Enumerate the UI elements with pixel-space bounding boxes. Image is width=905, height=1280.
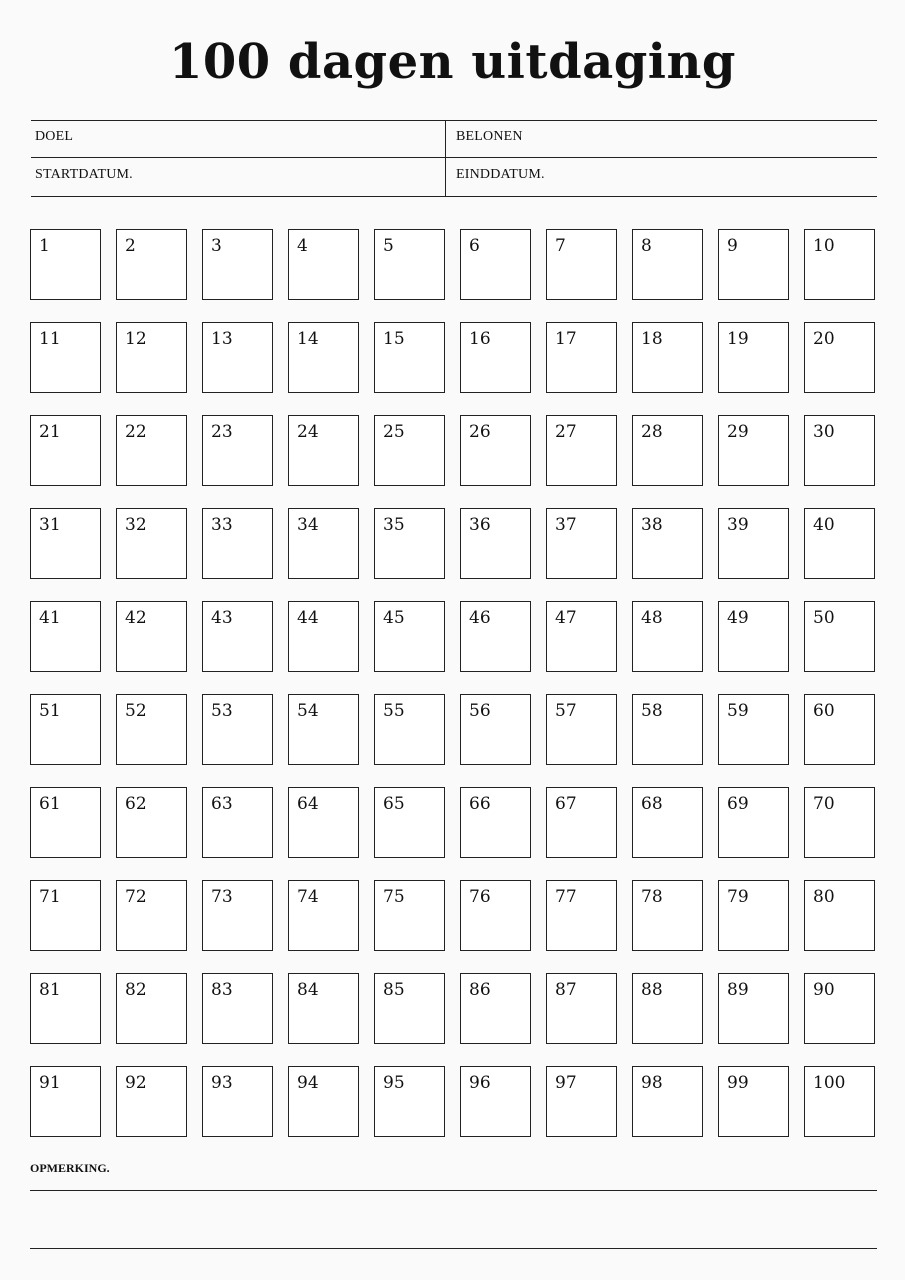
day-box[interactable] bbox=[460, 1066, 531, 1137]
day-box[interactable] bbox=[30, 601, 101, 672]
day-number: 43 bbox=[211, 608, 233, 628]
day-box[interactable] bbox=[116, 973, 187, 1044]
day-box[interactable] bbox=[374, 508, 445, 579]
day-box[interactable] bbox=[374, 601, 445, 672]
day-number: 3 bbox=[211, 236, 222, 256]
day-number: 53 bbox=[211, 701, 233, 721]
day-box[interactable] bbox=[30, 415, 101, 486]
note-line bbox=[30, 1190, 877, 1191]
day-number: 41 bbox=[39, 608, 61, 628]
day-number: 57 bbox=[555, 701, 577, 721]
day-number: 23 bbox=[211, 422, 233, 442]
day-box[interactable] bbox=[546, 973, 617, 1044]
day-box[interactable] bbox=[116, 229, 187, 300]
day-number: 78 bbox=[641, 887, 663, 907]
day-number: 13 bbox=[211, 329, 233, 349]
day-number: 94 bbox=[297, 1073, 319, 1093]
day-number: 31 bbox=[39, 515, 61, 535]
info-divider-horizontal bbox=[31, 157, 877, 158]
day-box[interactable] bbox=[30, 787, 101, 858]
day-number: 16 bbox=[469, 329, 491, 349]
day-box[interactable] bbox=[374, 973, 445, 1044]
day-box[interactable] bbox=[116, 415, 187, 486]
day-number: 27 bbox=[555, 422, 577, 442]
day-box[interactable] bbox=[546, 880, 617, 951]
day-number: 25 bbox=[383, 422, 405, 442]
day-number: 22 bbox=[125, 422, 147, 442]
day-number: 44 bbox=[297, 608, 319, 628]
day-number: 7 bbox=[555, 236, 566, 256]
day-box[interactable] bbox=[632, 601, 703, 672]
day-box[interactable] bbox=[202, 508, 273, 579]
day-box[interactable] bbox=[374, 1066, 445, 1137]
day-box[interactable] bbox=[718, 508, 789, 579]
day-number: 80 bbox=[813, 887, 835, 907]
day-box[interactable] bbox=[288, 415, 359, 486]
day-number: 74 bbox=[297, 887, 319, 907]
day-number: 24 bbox=[297, 422, 319, 442]
day-box[interactable] bbox=[460, 508, 531, 579]
day-number: 64 bbox=[297, 794, 319, 814]
day-number: 46 bbox=[469, 608, 491, 628]
day-box[interactable] bbox=[804, 229, 875, 300]
day-box[interactable] bbox=[632, 973, 703, 1044]
day-number: 49 bbox=[727, 608, 749, 628]
day-box[interactable] bbox=[718, 787, 789, 858]
day-number: 37 bbox=[555, 515, 577, 535]
day-number: 88 bbox=[641, 980, 663, 1000]
day-box[interactable] bbox=[718, 415, 789, 486]
day-number: 77 bbox=[555, 887, 577, 907]
day-box[interactable] bbox=[804, 322, 875, 393]
day-box[interactable] bbox=[718, 229, 789, 300]
day-number: 17 bbox=[555, 329, 577, 349]
start-date-field-label: STARTDATUM. bbox=[35, 167, 133, 182]
day-number: 9 bbox=[727, 236, 738, 256]
day-box[interactable] bbox=[116, 1066, 187, 1137]
day-number: 69 bbox=[727, 794, 749, 814]
day-number: 76 bbox=[469, 887, 491, 907]
day-number: 97 bbox=[555, 1073, 577, 1093]
day-box[interactable] bbox=[460, 601, 531, 672]
day-number: 42 bbox=[125, 608, 147, 628]
day-number: 65 bbox=[383, 794, 405, 814]
day-number: 11 bbox=[39, 329, 61, 349]
day-number: 1 bbox=[39, 236, 50, 256]
day-box[interactable] bbox=[202, 415, 273, 486]
day-box[interactable] bbox=[30, 1066, 101, 1137]
day-box[interactable] bbox=[718, 1066, 789, 1137]
day-box[interactable] bbox=[632, 322, 703, 393]
day-box[interactable] bbox=[460, 880, 531, 951]
day-box[interactable] bbox=[718, 694, 789, 765]
day-box[interactable] bbox=[460, 229, 531, 300]
day-box[interactable] bbox=[546, 229, 617, 300]
day-box[interactable] bbox=[288, 322, 359, 393]
day-number: 67 bbox=[555, 794, 577, 814]
day-box[interactable] bbox=[202, 229, 273, 300]
day-box[interactable] bbox=[632, 694, 703, 765]
day-number: 99 bbox=[727, 1073, 749, 1093]
day-box[interactable] bbox=[632, 1066, 703, 1137]
day-number: 68 bbox=[641, 794, 663, 814]
day-box[interactable] bbox=[718, 973, 789, 1044]
day-box[interactable] bbox=[804, 415, 875, 486]
day-box[interactable] bbox=[546, 694, 617, 765]
day-number: 58 bbox=[641, 701, 663, 721]
day-box[interactable] bbox=[116, 787, 187, 858]
day-number: 93 bbox=[211, 1073, 233, 1093]
day-number: 60 bbox=[813, 701, 835, 721]
day-box[interactable] bbox=[460, 973, 531, 1044]
day-number: 33 bbox=[211, 515, 233, 535]
day-box[interactable] bbox=[30, 973, 101, 1044]
day-box[interactable] bbox=[718, 322, 789, 393]
day-box[interactable] bbox=[202, 787, 273, 858]
note-line bbox=[30, 1248, 877, 1249]
day-box[interactable] bbox=[632, 229, 703, 300]
day-box[interactable] bbox=[804, 787, 875, 858]
day-number: 84 bbox=[297, 980, 319, 1000]
day-box[interactable] bbox=[632, 787, 703, 858]
day-number: 75 bbox=[383, 887, 405, 907]
day-number: 50 bbox=[813, 608, 835, 628]
day-number: 73 bbox=[211, 887, 233, 907]
day-box[interactable] bbox=[30, 322, 101, 393]
info-table bbox=[31, 120, 877, 197]
day-box[interactable] bbox=[804, 973, 875, 1044]
day-box[interactable] bbox=[288, 508, 359, 579]
day-box[interactable] bbox=[374, 229, 445, 300]
day-number: 36 bbox=[469, 515, 491, 535]
day-number: 90 bbox=[813, 980, 835, 1000]
day-box[interactable] bbox=[546, 322, 617, 393]
day-box[interactable] bbox=[546, 601, 617, 672]
day-box[interactable] bbox=[460, 322, 531, 393]
day-box[interactable] bbox=[202, 601, 273, 672]
day-number: 18 bbox=[641, 329, 663, 349]
day-number: 38 bbox=[641, 515, 663, 535]
day-box[interactable] bbox=[202, 973, 273, 1044]
day-box[interactable] bbox=[804, 508, 875, 579]
day-box[interactable] bbox=[632, 508, 703, 579]
day-box[interactable] bbox=[288, 229, 359, 300]
day-number: 47 bbox=[555, 608, 577, 628]
day-box[interactable] bbox=[30, 508, 101, 579]
day-box[interactable] bbox=[374, 322, 445, 393]
day-box[interactable] bbox=[30, 880, 101, 951]
day-number: 32 bbox=[125, 515, 147, 535]
goal-field-label: DOEL bbox=[35, 129, 74, 144]
day-box[interactable] bbox=[202, 694, 273, 765]
day-box[interactable] bbox=[374, 415, 445, 486]
day-box[interactable] bbox=[116, 508, 187, 579]
day-number: 51 bbox=[39, 701, 61, 721]
day-number: 19 bbox=[727, 329, 749, 349]
day-number: 89 bbox=[727, 980, 749, 1000]
day-number: 54 bbox=[297, 701, 319, 721]
day-box[interactable] bbox=[288, 973, 359, 1044]
day-number: 40 bbox=[813, 515, 835, 535]
day-number: 56 bbox=[469, 701, 491, 721]
day-box[interactable] bbox=[288, 787, 359, 858]
day-box[interactable] bbox=[288, 1066, 359, 1137]
day-box[interactable] bbox=[202, 1066, 273, 1137]
day-number: 92 bbox=[125, 1073, 147, 1093]
day-number: 29 bbox=[727, 422, 749, 442]
day-number: 85 bbox=[383, 980, 405, 1000]
day-box[interactable] bbox=[546, 415, 617, 486]
day-number: 72 bbox=[125, 887, 147, 907]
day-number: 28 bbox=[641, 422, 663, 442]
day-box[interactable] bbox=[202, 322, 273, 393]
day-number: 82 bbox=[125, 980, 147, 1000]
day-box[interactable] bbox=[546, 1066, 617, 1137]
day-box[interactable] bbox=[804, 1066, 875, 1137]
day-number: 81 bbox=[39, 980, 61, 1000]
day-number: 83 bbox=[211, 980, 233, 1000]
day-number: 10 bbox=[813, 236, 835, 256]
day-number: 20 bbox=[813, 329, 835, 349]
day-number: 14 bbox=[297, 329, 319, 349]
day-number: 52 bbox=[125, 701, 147, 721]
day-number: 21 bbox=[39, 422, 61, 442]
day-box[interactable] bbox=[718, 601, 789, 672]
day-number: 39 bbox=[727, 515, 749, 535]
day-number: 87 bbox=[555, 980, 577, 1000]
day-box[interactable] bbox=[116, 880, 187, 951]
day-number: 55 bbox=[383, 701, 405, 721]
day-box[interactable] bbox=[374, 694, 445, 765]
day-number: 48 bbox=[641, 608, 663, 628]
day-number: 30 bbox=[813, 422, 835, 442]
day-box[interactable] bbox=[374, 787, 445, 858]
day-number: 5 bbox=[383, 236, 394, 256]
day-box[interactable] bbox=[632, 415, 703, 486]
day-grid bbox=[30, 229, 876, 1137]
day-box[interactable] bbox=[718, 880, 789, 951]
day-number: 12 bbox=[125, 329, 147, 349]
day-number: 35 bbox=[383, 515, 405, 535]
day-number: 59 bbox=[727, 701, 749, 721]
day-number: 8 bbox=[641, 236, 652, 256]
day-box[interactable] bbox=[804, 880, 875, 951]
day-box[interactable] bbox=[460, 415, 531, 486]
day-number: 4 bbox=[297, 236, 308, 256]
day-number: 100 bbox=[813, 1073, 846, 1093]
reward-field-label: BELONEN bbox=[456, 129, 523, 144]
day-box[interactable] bbox=[116, 601, 187, 672]
day-box[interactable] bbox=[632, 880, 703, 951]
day-number: 96 bbox=[469, 1073, 491, 1093]
day-box[interactable] bbox=[30, 229, 101, 300]
day-box[interactable] bbox=[202, 880, 273, 951]
day-box[interactable] bbox=[546, 508, 617, 579]
day-number: 70 bbox=[813, 794, 835, 814]
day-number: 86 bbox=[469, 980, 491, 1000]
day-number: 2 bbox=[125, 236, 136, 256]
day-number: 63 bbox=[211, 794, 233, 814]
day-number: 6 bbox=[469, 236, 480, 256]
day-number: 62 bbox=[125, 794, 147, 814]
day-number: 91 bbox=[39, 1073, 61, 1093]
day-box[interactable] bbox=[288, 880, 359, 951]
day-number: 34 bbox=[297, 515, 319, 535]
day-number: 26 bbox=[469, 422, 491, 442]
day-box[interactable] bbox=[374, 880, 445, 951]
day-number: 98 bbox=[641, 1073, 663, 1093]
day-number: 45 bbox=[383, 608, 405, 628]
day-box[interactable] bbox=[460, 694, 531, 765]
day-box[interactable] bbox=[804, 694, 875, 765]
day-number: 95 bbox=[383, 1073, 405, 1093]
end-date-field-label: EINDDATUM. bbox=[456, 167, 545, 182]
day-box[interactable] bbox=[30, 694, 101, 765]
day-box[interactable] bbox=[116, 694, 187, 765]
day-box[interactable] bbox=[460, 787, 531, 858]
day-number: 79 bbox=[727, 887, 749, 907]
day-number: 61 bbox=[39, 794, 61, 814]
day-box[interactable] bbox=[116, 322, 187, 393]
day-number: 66 bbox=[469, 794, 491, 814]
day-box[interactable] bbox=[546, 787, 617, 858]
day-box[interactable] bbox=[804, 601, 875, 672]
day-box[interactable] bbox=[288, 694, 359, 765]
info-divider-vertical bbox=[445, 121, 446, 196]
day-number: 15 bbox=[383, 329, 405, 349]
day-number: 71 bbox=[39, 887, 61, 907]
page-title: 100 dagen uitdaging bbox=[168, 34, 736, 90]
day-box[interactable] bbox=[288, 601, 359, 672]
note-label: OPMERKING. bbox=[30, 1161, 110, 1175]
